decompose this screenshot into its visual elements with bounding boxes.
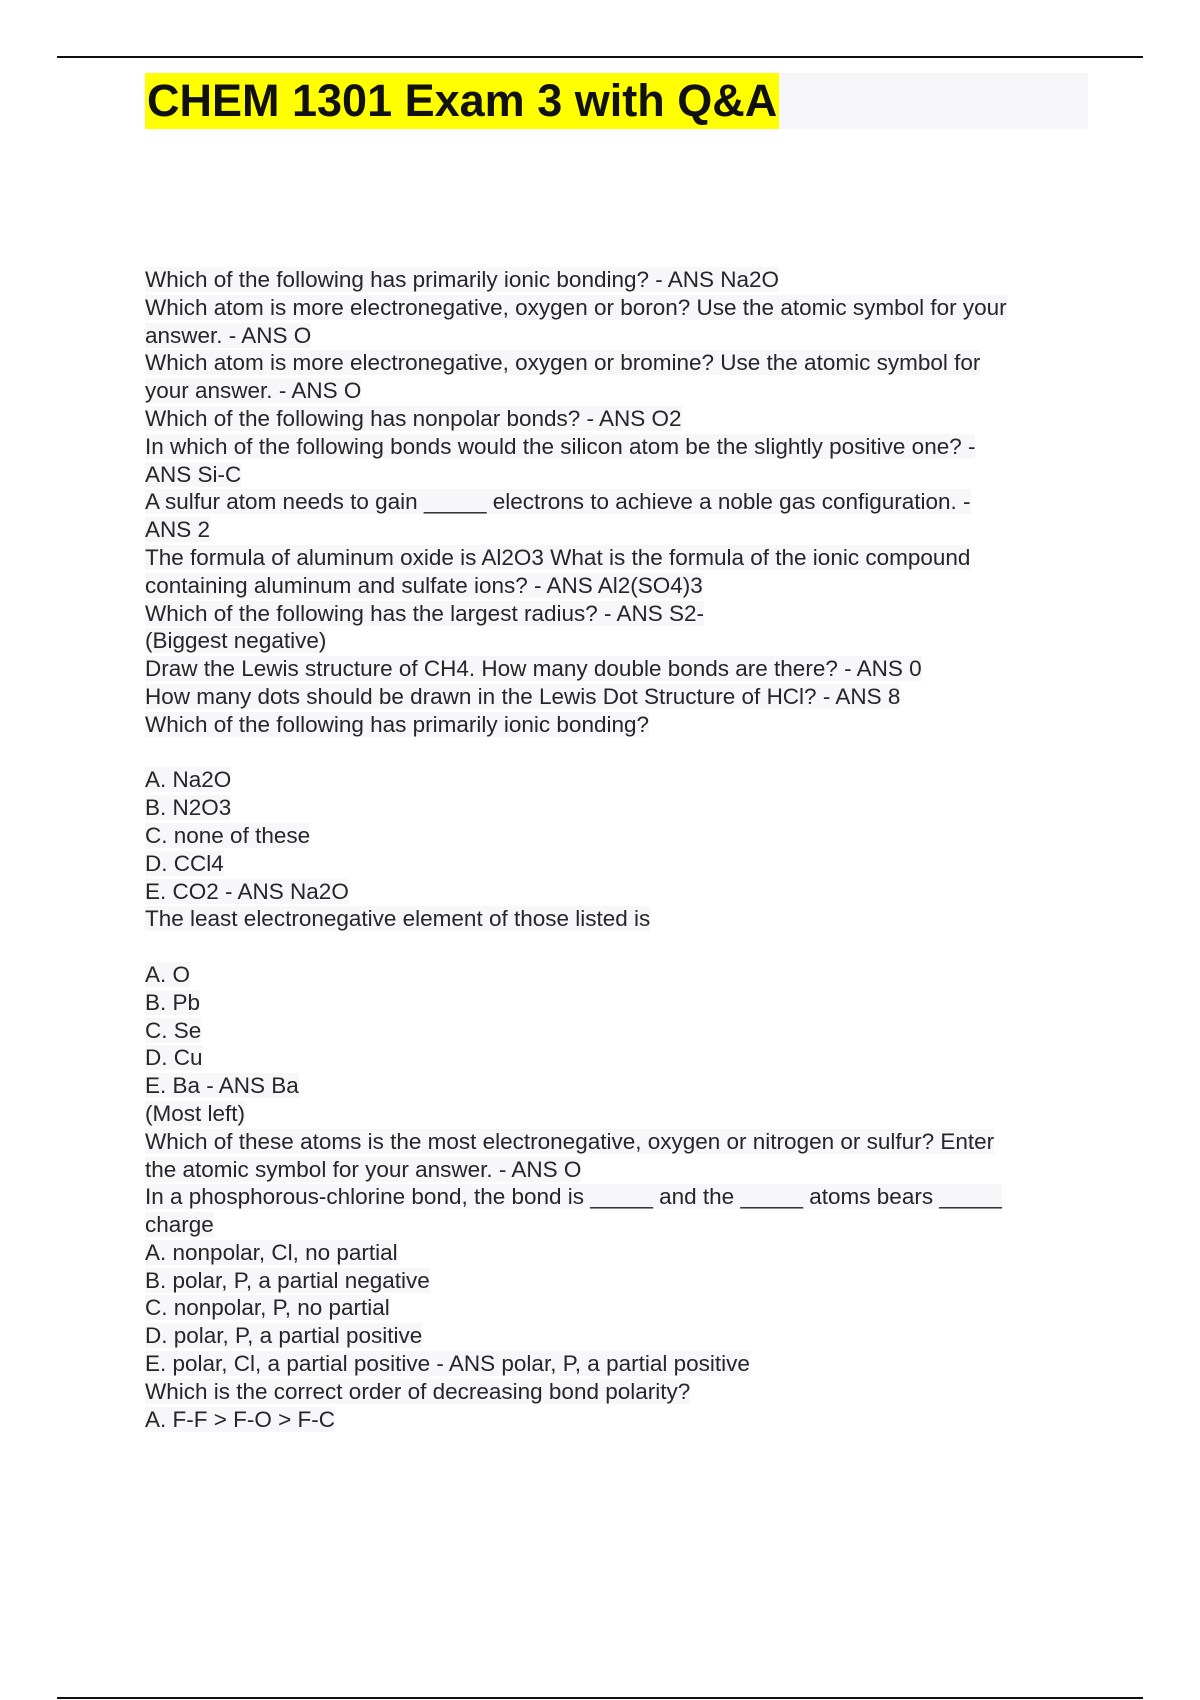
text-line [145, 516, 1085, 544]
text-line-content: ANS 2 [145, 517, 211, 543]
text-line-content: C. Se [145, 1017, 202, 1043]
page-title: CHEM 1301 Exam 3 with Q&A [145, 73, 779, 129]
text-line-content: charge [145, 1212, 214, 1238]
text-line [145, 322, 1085, 350]
text-line [145, 1156, 1085, 1184]
text-line [145, 794, 1085, 822]
text-line [145, 627, 1085, 655]
text-line [145, 1183, 1085, 1211]
text-line-content: A. O [145, 961, 191, 987]
text-line [145, 766, 1085, 794]
text-line-content: In which of the following bonds would the silicon atom be the slightly positive one? - [145, 433, 976, 459]
text-line [145, 1100, 1085, 1128]
top-rule [57, 56, 1143, 58]
text-line-content: C. none of these [145, 822, 311, 848]
text-line [145, 850, 1085, 878]
text-line [145, 711, 1085, 739]
text-line-content: (Biggest negative) [145, 628, 327, 654]
text-line [145, 294, 1085, 322]
text-line-content: your answer. - ANS O [145, 378, 362, 404]
text-line [145, 600, 1085, 628]
text-line [145, 544, 1085, 572]
text-line [145, 1239, 1085, 1267]
text-line-content: Which of these atoms is the most electronegative, oxygen or nitrogen or sulfur? Enter [145, 1128, 995, 1154]
text-line-content: D. CCl4 [145, 850, 224, 876]
text-line [145, 405, 1085, 433]
text-line [145, 961, 1085, 989]
text-line-content: answer. - ANS O [145, 322, 312, 348]
blank-line [145, 739, 1085, 767]
text-line [145, 1267, 1085, 1295]
text-line [145, 683, 1085, 711]
text-line-content: A sulfur atom needs to gain _____ electrons to achieve a noble gas configuration. - [145, 489, 971, 515]
text-line [145, 1322, 1085, 1350]
text-line-content: D. polar, P, a partial positive [145, 1323, 423, 1349]
text-line-content: In a phosphorous-chlorine bond, the bond is _____ and the _____ atoms bears _____ [145, 1184, 1002, 1210]
text-line-content: C. nonpolar, P, no partial [145, 1295, 390, 1321]
text-line-content: How many dots should be drawn in the Lewis Dot Structure of HCl? - ANS 8 [145, 683, 901, 709]
text-line-content: ANS Si-C [145, 461, 242, 487]
text-line-content: Which of the following has primarily ionic bonding? - ANS Na2O [145, 267, 780, 292]
text-line [145, 349, 1085, 377]
text-line-content: A. F-F > F-O > F-C [145, 1406, 335, 1432]
document-body [145, 266, 1085, 1433]
text-line [145, 1406, 1085, 1434]
text-line [145, 655, 1085, 683]
text-line-content: Draw the Lewis structure of CH4. How many double bonds are there? - ANS 0 [145, 656, 922, 682]
text-line-content: The least electronegative element of those listed is [145, 906, 651, 932]
text-line [145, 461, 1085, 489]
text-line [145, 433, 1085, 461]
text-line [145, 1128, 1085, 1156]
text-line [145, 488, 1085, 516]
text-line [145, 989, 1085, 1017]
text-line [145, 1072, 1085, 1100]
text-line-content: E. polar, Cl, a partial positive - ANS polar, P, a partial positive [145, 1351, 750, 1377]
text-line-content: B. Pb [145, 989, 201, 1015]
text-line [145, 1294, 1085, 1322]
text-line [145, 1350, 1085, 1378]
text-line-content: D. Cu [145, 1045, 203, 1071]
text-line-content: the atomic symbol for your answer. - ANS O [145, 1156, 582, 1182]
text-line-content: (Most left) [145, 1100, 246, 1126]
text-line-content: B. N2O3 [145, 795, 232, 821]
text-line-content: A. nonpolar, Cl, no partial [145, 1239, 398, 1265]
text-line-content: The formula of aluminum oxide is Al2O3 What is the formula of the ionic compound [145, 544, 971, 570]
text-line [145, 878, 1085, 906]
text-line-content: Which atom is more electronegative, oxygen or bromine? Use the atomic symbol for [145, 350, 981, 376]
text-line-content: A. Na2O [145, 767, 232, 793]
bottom-rule [57, 1697, 1143, 1699]
text-line-content: Which atom is more electronegative, oxygen or boron? Use the atomic symbol for your [145, 294, 1007, 320]
text-line [145, 822, 1085, 850]
text-line-content: Which of the following has the largest radius? - ANS S2- [145, 600, 705, 626]
text-line-content: E. Ba - ANS Ba [145, 1073, 299, 1099]
text-line [145, 905, 1085, 933]
text-line [145, 377, 1085, 405]
text-line [145, 1378, 1085, 1406]
blank-line [145, 933, 1085, 961]
text-line-content: Which of the following has primarily ionic bonding? [145, 711, 650, 737]
text-line-content: Which of the following has nonpolar bonds? - ANS O2 [145, 405, 682, 431]
text-line [145, 1044, 1085, 1072]
text-line [145, 1017, 1085, 1045]
text-line [145, 572, 1085, 600]
text-line [145, 266, 1085, 294]
text-line-content: B. polar, P, a partial negative [145, 1267, 430, 1293]
text-line [145, 1211, 1085, 1239]
text-line-content: containing aluminum and sulfate ions? - ANS Al2(SO4)3 [145, 572, 703, 598]
text-line-content: Which is the correct order of decreasing bond polarity? [145, 1378, 691, 1404]
text-line-content: E. CO2 - ANS Na2O [145, 878, 349, 904]
